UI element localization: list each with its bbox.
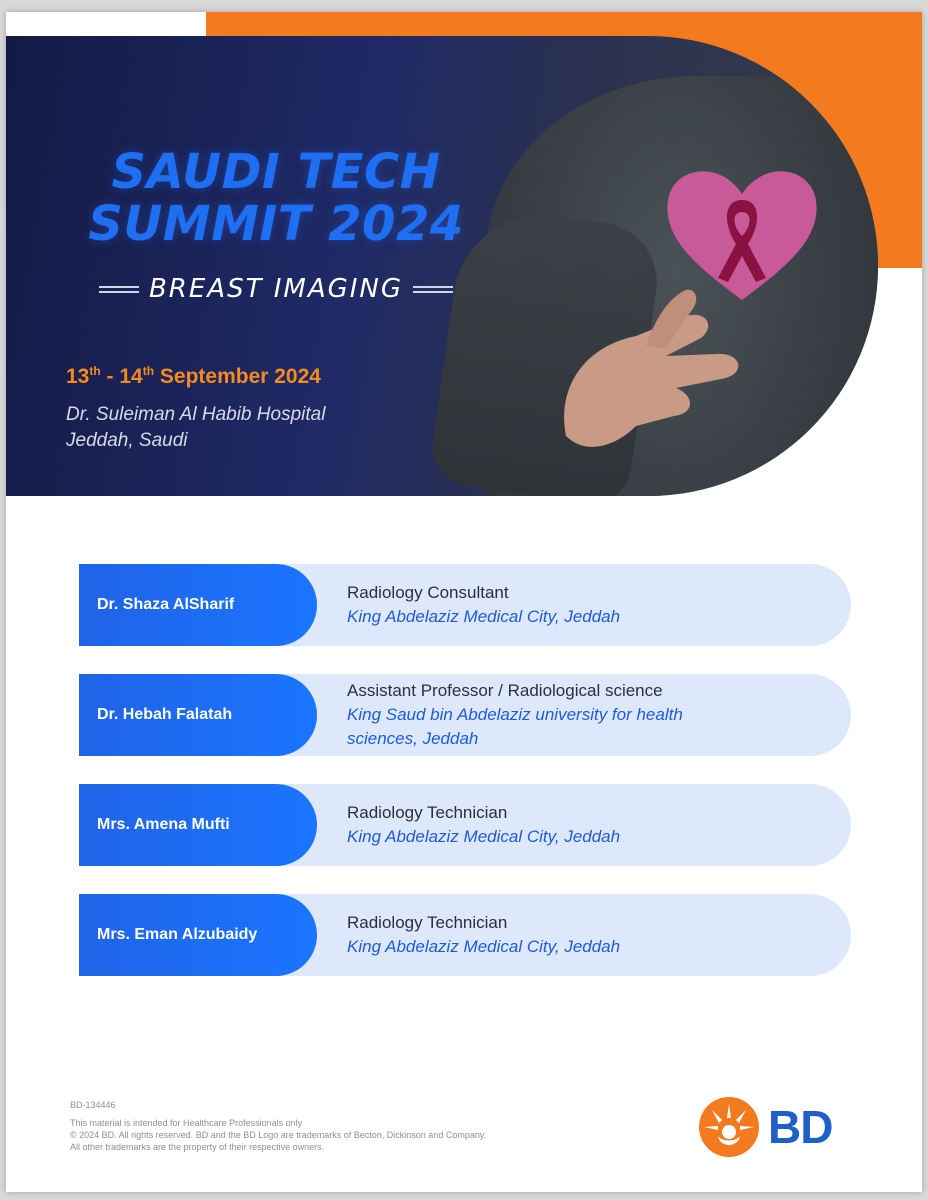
subtitle-rule-right — [413, 286, 453, 293]
speaker-organization: King Abdelaziz Medical City, Jeddah — [347, 827, 621, 846]
title-line-2: SUMMIT 2024 — [88, 196, 464, 252]
subtitle-rule-left — [99, 286, 139, 293]
legal-footer — [70, 1099, 590, 1153]
speaker-role: Radiology Technician — [347, 913, 508, 932]
flyer-page — [6, 12, 922, 1192]
speaker-info — [347, 784, 727, 866]
document-code: BD-134446 — [70, 1100, 116, 1110]
speaker-list — [79, 564, 851, 1004]
speaker-name: Dr. Shaza AlSharif — [79, 564, 317, 646]
date-day-2: 14 — [119, 365, 143, 388]
footer-line-1: This material is intended for Healthcare Professionals only — [70, 1118, 303, 1128]
speaker-role: Radiology Technician — [347, 803, 508, 822]
hero-banner — [6, 36, 878, 496]
date-month-year: September 2024 — [154, 365, 321, 388]
speaker-row — [79, 894, 851, 976]
date-suffix-2: th — [142, 364, 155, 378]
heart-ribbon-icon — [662, 160, 822, 310]
speaker-row — [79, 784, 851, 866]
speaker-organization: King Saud bin Abdelaziz university for health sciences, Jeddah — [347, 705, 683, 748]
speaker-organization: King Abdelaziz Medical City, Jeddah — [347, 607, 621, 626]
bd-sunburst-icon — [698, 1096, 760, 1158]
bd-logo — [698, 1094, 868, 1160]
footer-line-3: All other trademarks are the property of their respective owners. — [70, 1142, 325, 1152]
speaker-name: Mrs. Amena Mufti — [79, 784, 317, 866]
subtitle-row — [86, 274, 466, 304]
speaker-role: Assistant Professor / Radiological science — [347, 681, 663, 700]
event-date — [66, 364, 321, 389]
bd-logo-text: BD — [768, 1101, 833, 1153]
speaker-row — [79, 674, 851, 756]
speaker-name: Mrs. Eman Alzubaidy — [79, 894, 317, 976]
date-suffix-1: th — [89, 364, 101, 378]
event-venue — [66, 402, 325, 454]
venue-line-1: Dr. Suleiman Al Habib Hospital — [66, 404, 326, 425]
venue-line-2: Jeddah, Saudi — [66, 430, 188, 451]
speaker-name: Dr. Hebah Falatah — [79, 674, 317, 756]
date-separator: - — [100, 365, 120, 388]
date-day-1: 13 — [66, 365, 90, 388]
speaker-row — [79, 564, 851, 646]
event-subtitle: BREAST IMAGING — [148, 274, 404, 304]
footer-line-2: © 2024 BD. All rights reserved. BD and the BD Logo are trademarks of Becton, Dickinson and Company. — [70, 1130, 487, 1140]
speaker-info — [347, 894, 727, 976]
event-title — [66, 146, 486, 250]
speaker-role: Radiology Consultant — [347, 583, 509, 602]
speaker-info — [347, 564, 727, 646]
title-line-1: SAUDI TECH — [111, 144, 441, 200]
speaker-organization: King Abdelaziz Medical City, Jeddah — [347, 937, 621, 956]
speaker-info — [347, 674, 727, 756]
